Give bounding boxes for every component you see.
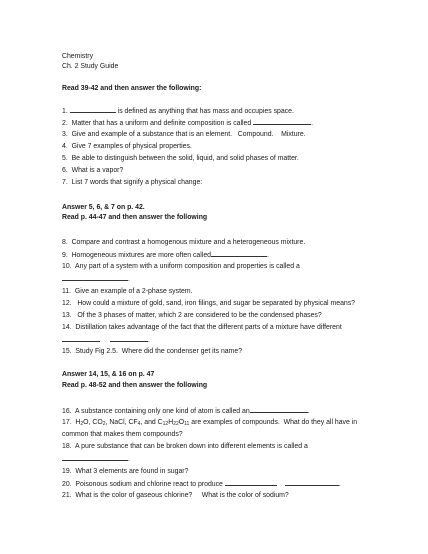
question-9: 9. Homogeneous mixtures are more often called .: [62, 252, 269, 259]
chapter-title: Ch. 2 Study Guide: [62, 63, 119, 70]
section-heading: Answer 14, 15, & 16 on p. 47: [62, 371, 155, 378]
section-heading: Read 39-42 and then answer the following:: [62, 85, 202, 92]
question-21: 21. What is the color of gaseous chlorine? What is the color of sodium?: [62, 492, 289, 499]
blank-line: [253, 118, 311, 125]
section-heading: Read p. 44-47 and then answer the following: [62, 214, 208, 221]
subject-title: Chemistry: [62, 53, 94, 60]
question-20: 20. Poisonous sodium and chlorine react to produce .: [62, 481, 341, 488]
blank-line: [285, 479, 339, 486]
question-17-cont: common that makes them compounds?: [62, 431, 183, 438]
question-4: 4. Give 7 examples of physical properties.: [62, 143, 192, 150]
question-13: 13. Of the 3 phases of matter, which 2 are considered to be the condensed phases?: [62, 312, 322, 319]
blank-line: [110, 335, 148, 342]
question-6: 6. What is a vapor?: [62, 167, 124, 174]
question-11: 11. Give an example of a 2-phase system.: [62, 288, 193, 295]
question-12: 12. How could a mixture of gold, sand, iron filings, and sugar be separated by physical means?: [62, 300, 356, 307]
blank-line: [225, 479, 277, 486]
question-8: 8. Compare and contrast a homogenous mixture and a heterogeneous mixture.: [62, 239, 306, 246]
question-1: 1. is defined as anything that has mass and occupies space.: [62, 108, 294, 115]
question-7: 7. List 7 words that signify a physical change:: [62, 179, 203, 186]
blank-line: [62, 454, 128, 461]
blank-line: [211, 250, 267, 257]
question-2: 2. Matter that has a uniform and definite composition is called .: [62, 120, 314, 127]
answer-line: .: [62, 335, 150, 345]
section-heading: Answer 5, 6, & 7 on p. 42.: [62, 204, 145, 211]
question-19: 19. What 3 elements are found in sugar?: [62, 468, 189, 475]
answer-line: .: [62, 454, 130, 464]
blank-line: [62, 274, 128, 281]
blank-line: [62, 335, 100, 342]
question-3: 3. Give and example of a substance that is an element. Compound. Mixture.: [62, 131, 306, 138]
question-10: 10. Any part of a system with a uniform composition and properties is called a: [62, 263, 300, 270]
question-16: 16. A substance containing only one kind of atom is called an .: [62, 408, 310, 415]
question-14: 14. Distillation takes advantage of the fact that the different parts of a mixture have different: [62, 324, 342, 331]
question-17: 17. $H_2O$, $CO_2$, NaCl, $CF_4$, and $C_{12}H_{22}O_{11}$ are examples of compounds. What do they all have in: [62, 419, 358, 427]
question-18: 18. A pure substance that can be broken down into different elements is called a: [62, 443, 308, 450]
section-heading: Read p. 48-52 and then answer the following: [62, 382, 208, 389]
blank-line: [250, 406, 308, 413]
question-15: 15. Study Fig 2.5. Where did the condenser get its name?: [62, 348, 243, 355]
blank-line: [70, 106, 116, 113]
answer-line: .: [62, 274, 130, 284]
question-5: 5. Be able to distinguish between the solid, liquid, and solid phases of matter.: [62, 155, 299, 162]
